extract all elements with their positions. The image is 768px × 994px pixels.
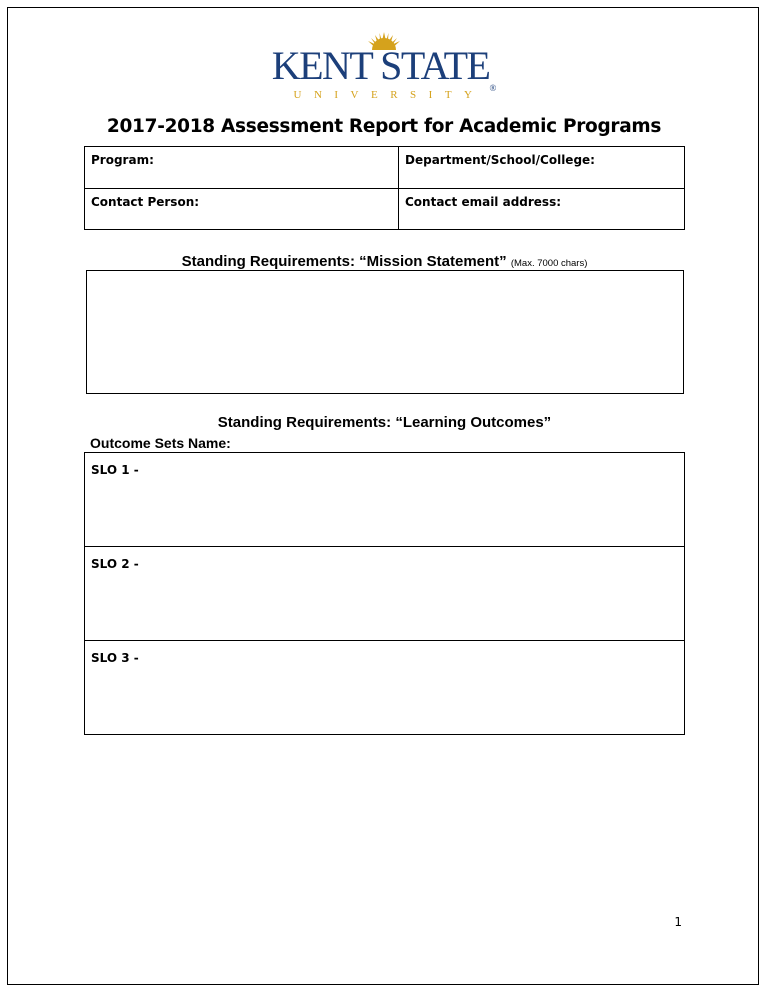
slo-2-field[interactable]: SLO 2 - <box>85 547 685 641</box>
table-row <box>85 547 685 641</box>
slo-table <box>84 452 685 735</box>
logo-subtitle: UNIVERSITY <box>293 89 485 101</box>
slo-1-field[interactable]: SLO 1 - <box>85 453 685 547</box>
contact-email-field[interactable]: Contact email address: <box>399 188 685 230</box>
report-title: 2017-2018 Assessment Report for Academic Programs <box>106 116 662 137</box>
mission-statement-field[interactable] <box>86 270 684 394</box>
registered-mark: ® <box>489 83 497 93</box>
learning-outcomes-heading: Standing Requirements: “Learning Outcomes” <box>217 414 552 431</box>
program-field[interactable]: Program: <box>85 147 399 189</box>
department-field[interactable]: Department/School/College: <box>399 147 685 189</box>
page-number: 1 <box>674 915 682 929</box>
logo-wordmark: KENT STATE® <box>271 43 497 93</box>
table-row <box>85 641 685 735</box>
program-info-table <box>84 146 685 230</box>
mission-char-limit-note: (Max. 7000 chars) <box>510 258 588 269</box>
mission-heading: Standing Requirements: “Mission Statement” (Max. 7000 chars) <box>181 253 588 270</box>
table-row <box>85 188 685 230</box>
table-row <box>85 147 685 189</box>
slo-3-field[interactable]: SLO 3 - <box>85 641 685 735</box>
outcome-sets-name-label: Outcome Sets Name: <box>90 435 231 451</box>
kent-state-logo <box>264 30 504 102</box>
table-row <box>85 453 685 547</box>
contact-person-field[interactable]: Contact Person: <box>85 188 399 230</box>
